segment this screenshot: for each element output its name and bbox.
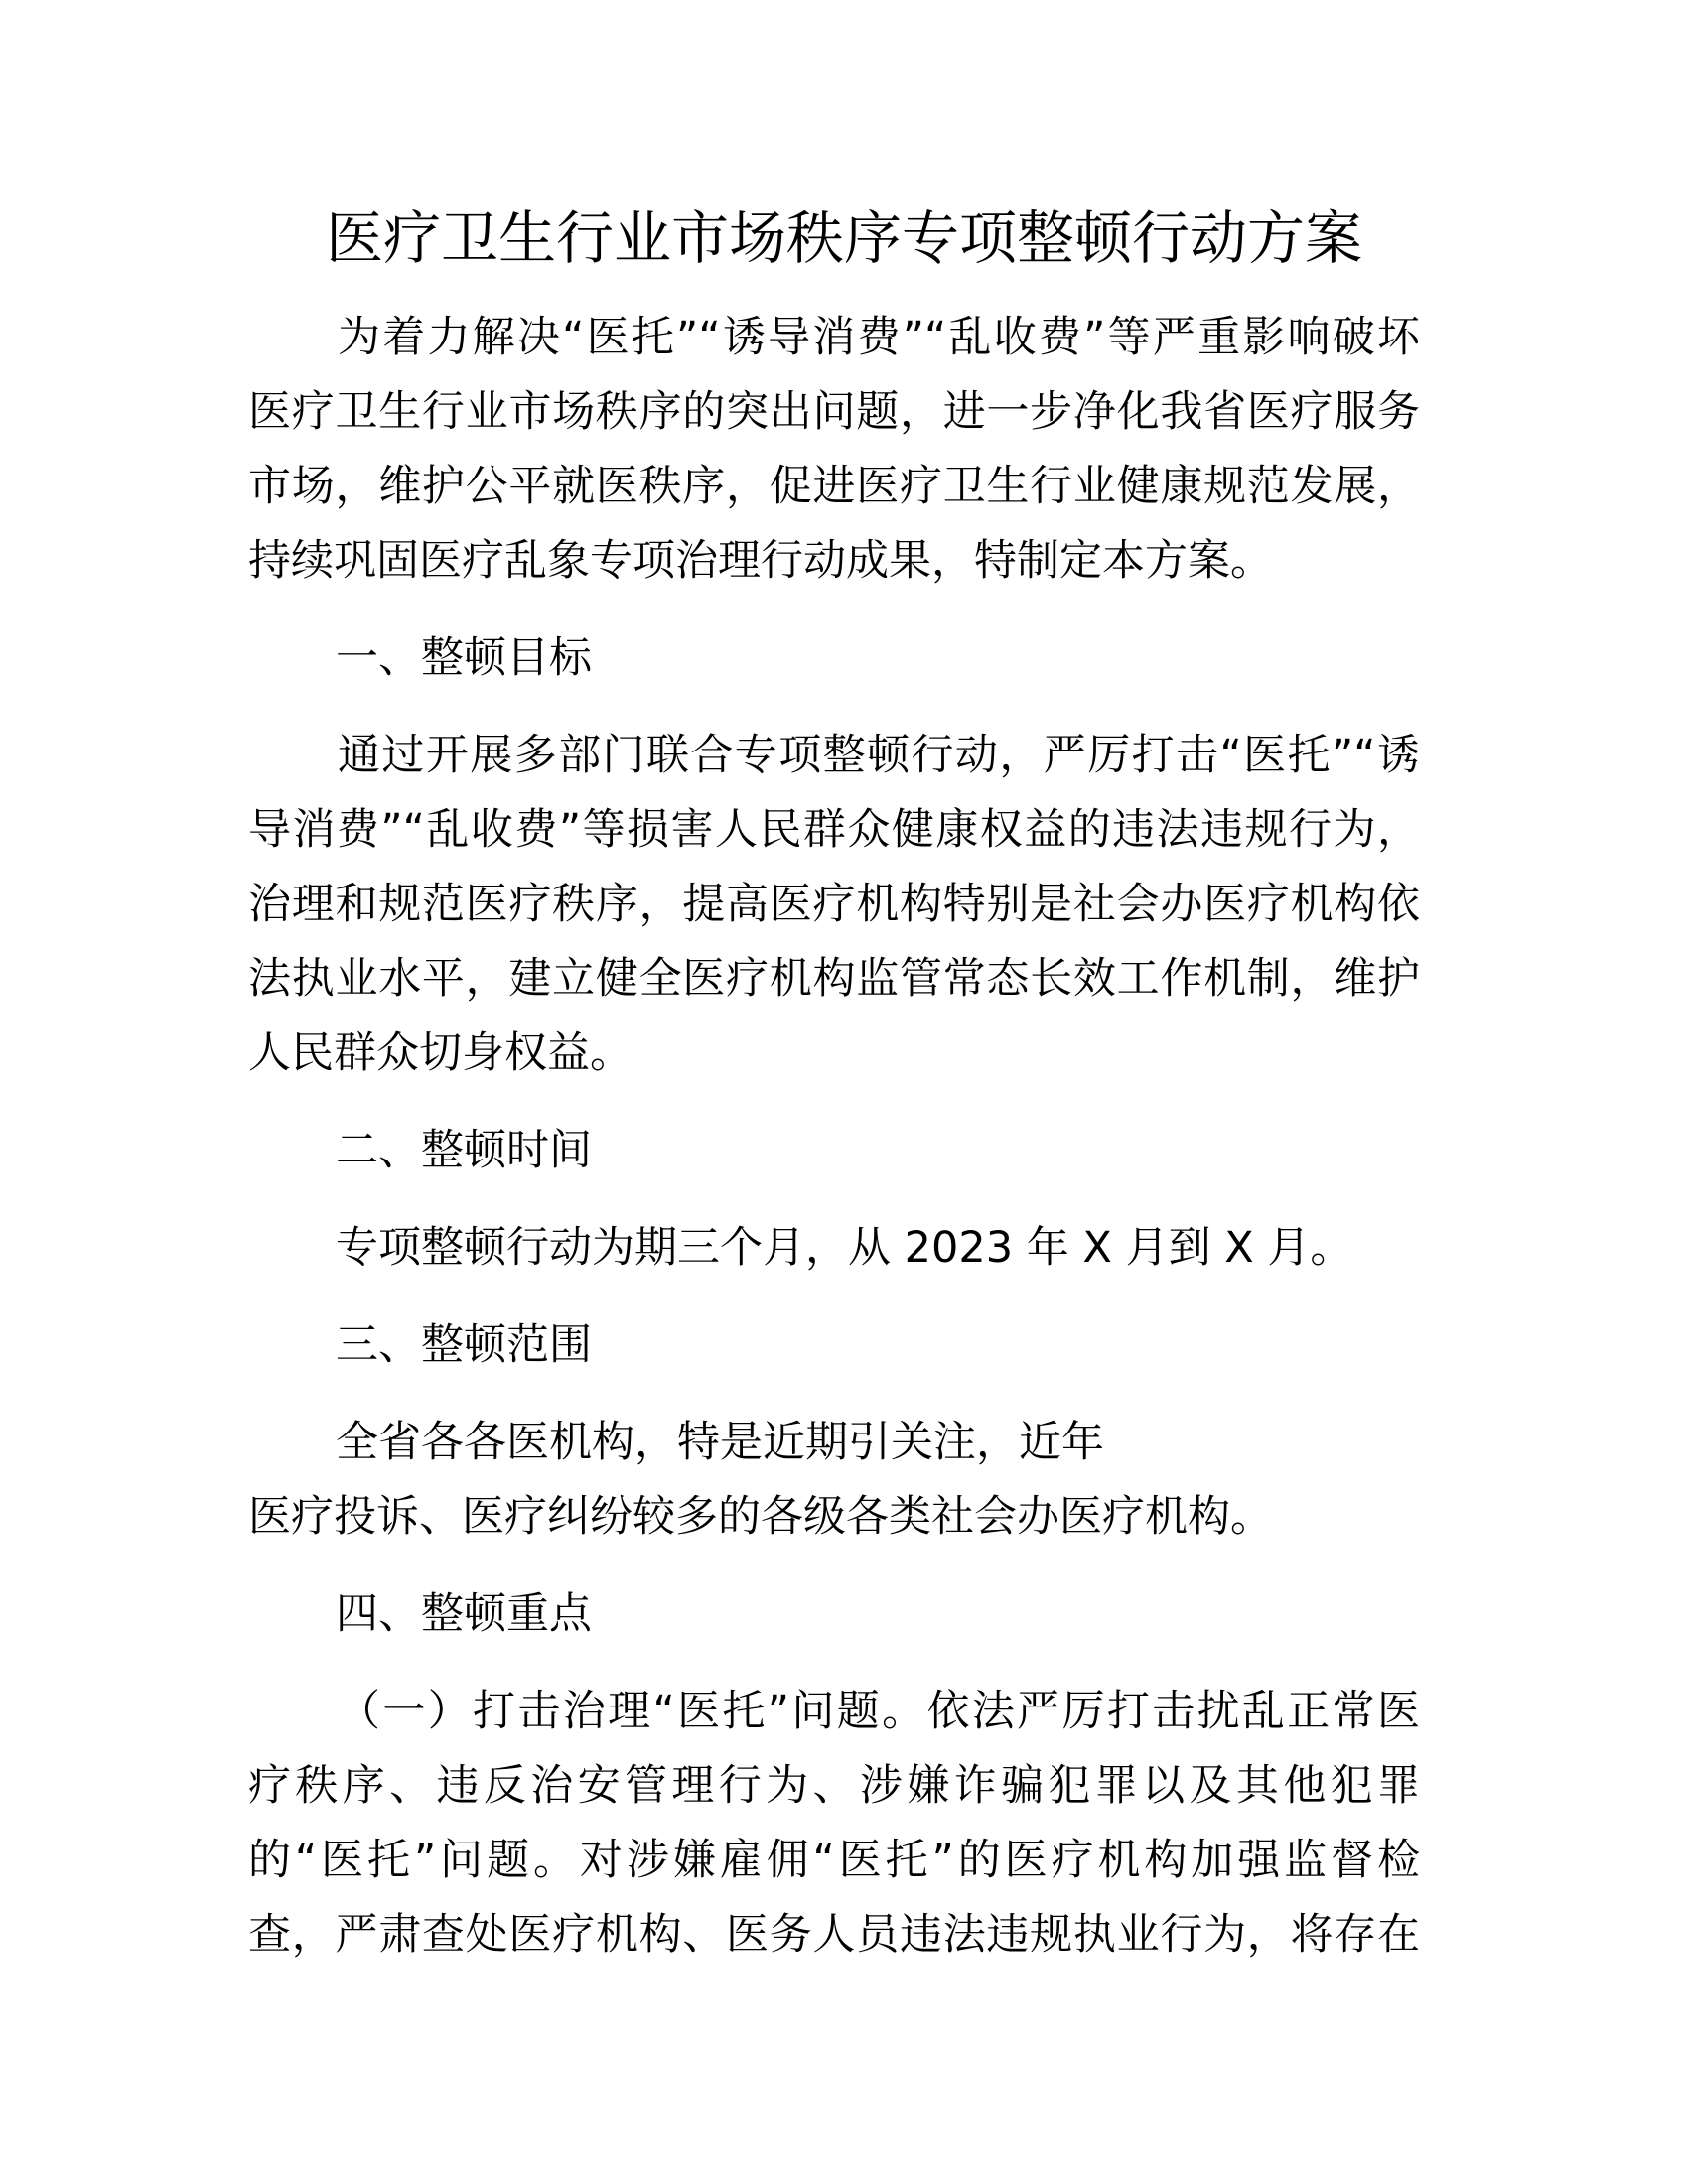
intro-line-3: 市场，维护公平就医秩序，促进医疗卫生行业健康规范发展，: [248, 462, 1420, 511]
goals-line-5: 人民群众切身权益。: [248, 1028, 633, 1078]
goals-line-2: 导消费”“乱收费”等损害人民群众健康权益的违法违规行为，: [248, 805, 1420, 855]
focus-line-3: 的“医托”问题。对涉嫌雇佣“医托”的医疗机构加强监督检: [248, 1836, 1420, 1885]
goals-line-4: 法执业水平，建立健全医疗机构监管常态长效工作机制，维护: [248, 954, 1420, 1004]
focus-line-4: 查，严肃查处医疗机构、医务人员违法违规执业行为，将存在: [248, 1910, 1420, 1960]
section-heading-focus: 四、整顿重点: [336, 1589, 592, 1639]
intro-line-4: 持续巩固医疗乱象专项治理行动成果，特制定本方案。: [248, 536, 1273, 586]
scope-line-1: 全省各各医机构，特是近期引关注，近年: [336, 1418, 1104, 1467]
section-heading-scope: 三、整顿范围: [336, 1320, 592, 1370]
focus-line-2: 疗秩序、违反治安管理行为、涉嫌诈骗犯罪以及其他犯罪: [248, 1761, 1420, 1811]
goals-line-1: 通过开展多部门联合专项整顿行动，严厉打击“医托”“诱: [338, 731, 1420, 780]
intro-line-2: 医疗卫生行业市场秩序的突出问题，进一步净化我省医疗服务: [248, 387, 1420, 437]
document-title: 医疗卫生行业市场秩序专项整顿行动方案: [325, 205, 1362, 272]
section-heading-goals: 一、整顿目标: [336, 633, 592, 683]
time-line-1: 专项整顿行动为期三个月，从 2023 年 X 月到 X 月。: [336, 1223, 1353, 1273]
focus-line-1: （一）打击治理“医托”问题。依法严厉打击扰乱正常医: [338, 1687, 1420, 1736]
scope-line-2: 医疗投诉、医疗纠纷较多的各级各类社会办医疗机构。: [248, 1492, 1273, 1542]
section-heading-time: 二、整顿时间: [336, 1126, 592, 1175]
goals-line-3: 治理和规范医疗秩序，提高医疗机构特别是社会办医疗机构依: [248, 880, 1420, 929]
intro-line-1: 为着力解决“医托”“诱导消费”“乱收费”等严重影响破坏: [338, 313, 1420, 362]
